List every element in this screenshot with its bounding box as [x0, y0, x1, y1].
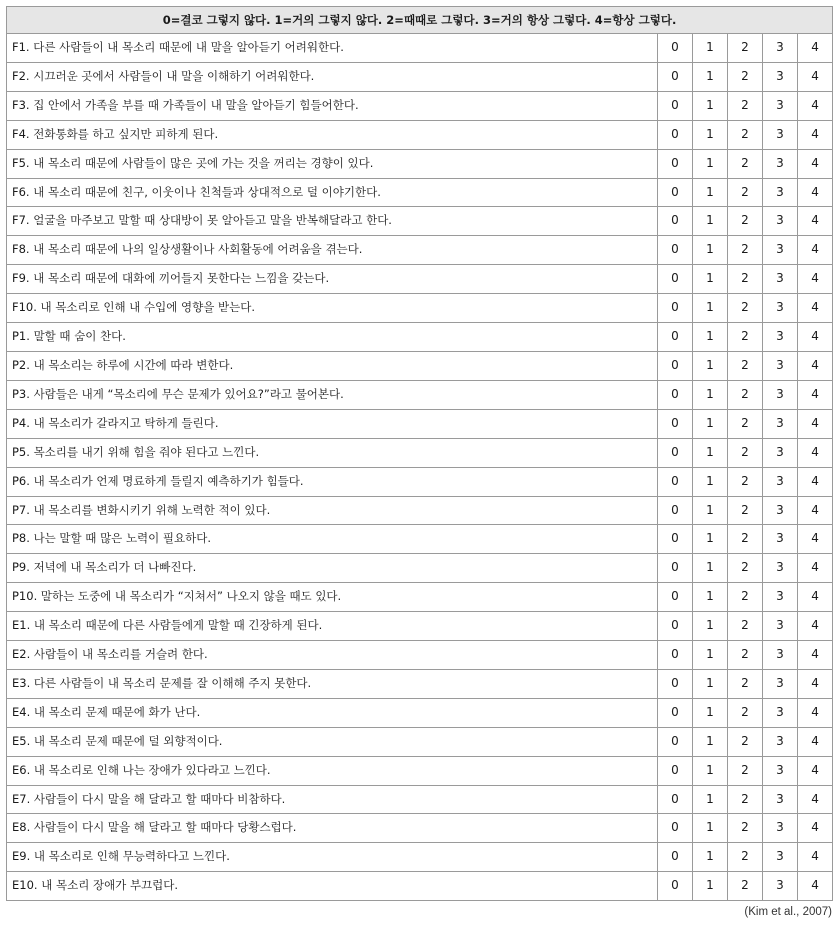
rating-cell[interactable]: 3 [763, 409, 798, 438]
rating-cell[interactable]: 4 [798, 351, 833, 380]
table-row [7, 178, 833, 207]
rating-cell[interactable]: 4 [798, 496, 833, 525]
rating-cell[interactable]: 0 [658, 34, 693, 63]
table-row [7, 62, 833, 91]
item-text: F7. 얼굴을 마주보고 말할 때 상대방이 못 알아듣고 말을 반복해달라고 한다. [7, 207, 658, 236]
rating-cell[interactable]: 2 [728, 178, 763, 207]
rating-cell[interactable]: 3 [763, 669, 798, 698]
rating-cell[interactable]: 1 [693, 438, 728, 467]
rating-cell[interactable]: 0 [658, 467, 693, 496]
rating-cell[interactable]: 4 [798, 814, 833, 843]
item-text: P5. 목소리를 내기 위해 힘을 줘야 된다고 느낀다. [7, 438, 658, 467]
rating-cell[interactable]: 0 [658, 583, 693, 612]
rating-cell[interactable]: 1 [693, 409, 728, 438]
rating-cell[interactable]: 4 [798, 698, 833, 727]
rating-cell[interactable]: 4 [798, 323, 833, 352]
rating-cell[interactable]: 2 [728, 554, 763, 583]
rating-cell[interactable]: 3 [763, 612, 798, 641]
rating-cell[interactable]: 1 [693, 380, 728, 409]
table-row [7, 554, 833, 583]
rating-cell[interactable]: 4 [798, 178, 833, 207]
table-row [7, 872, 833, 901]
rating-cell[interactable]: 4 [798, 380, 833, 409]
rating-cell[interactable]: 1 [693, 814, 728, 843]
rating-cell[interactable]: 3 [763, 120, 798, 149]
item-text: F1. 다른 사람들이 내 목소리 때문에 내 말을 알아듣기 어려워한다. [7, 34, 658, 63]
item-text: F8. 내 목소리 때문에 나의 일상생활이나 사회활동에 어려움을 겪는다. [7, 236, 658, 265]
rating-cell[interactable]: 0 [658, 669, 693, 698]
rating-cell[interactable]: 1 [693, 785, 728, 814]
table-row [7, 641, 833, 670]
item-text: F2. 시끄러운 곳에서 사람들이 내 말을 이해하기 어려워한다. [7, 62, 658, 91]
rating-cell[interactable]: 4 [798, 727, 833, 756]
rating-cell[interactable]: 3 [763, 438, 798, 467]
rating-cell[interactable]: 4 [798, 149, 833, 178]
rating-cell[interactable]: 2 [728, 641, 763, 670]
table-row [7, 583, 833, 612]
rating-cell[interactable]: 2 [728, 727, 763, 756]
rating-cell[interactable]: 4 [798, 34, 833, 63]
rating-cell[interactable]: 3 [763, 207, 798, 236]
table-row [7, 467, 833, 496]
item-text: P9. 저녁에 내 목소리가 더 나빠진다. [7, 554, 658, 583]
rating-cell[interactable]: 4 [798, 467, 833, 496]
rating-cell[interactable]: 2 [728, 62, 763, 91]
rating-cell[interactable]: 0 [658, 641, 693, 670]
rating-cell[interactable]: 3 [763, 294, 798, 323]
item-text: E6. 내 목소리로 인해 나는 장애가 있다라고 느낀다. [7, 756, 658, 785]
table-row [7, 843, 833, 872]
item-text: E9. 내 목소리로 인해 무능력하다고 느낀다. [7, 843, 658, 872]
legend-row [7, 7, 833, 34]
item-text: P2. 내 목소리는 하루에 시간에 따라 변한다. [7, 351, 658, 380]
rating-cell[interactable]: 1 [693, 612, 728, 641]
item-text: E3. 다른 사람들이 내 목소리 문제를 잘 이해해 주지 못한다. [7, 669, 658, 698]
rating-cell[interactable]: 1 [693, 698, 728, 727]
rating-cell[interactable]: 2 [728, 496, 763, 525]
rating-cell[interactable]: 3 [763, 843, 798, 872]
questionnaire [6, 6, 832, 901]
table-row [7, 351, 833, 380]
rating-cell[interactable]: 3 [763, 91, 798, 120]
rating-cell[interactable]: 0 [658, 178, 693, 207]
rating-cell[interactable]: 0 [658, 872, 693, 901]
rating-cell[interactable]: 4 [798, 207, 833, 236]
table-row [7, 409, 833, 438]
rating-cell[interactable]: 2 [728, 380, 763, 409]
rating-cell[interactable]: 2 [728, 207, 763, 236]
vhi-table [6, 6, 833, 901]
rating-cell[interactable]: 2 [728, 583, 763, 612]
rating-cell[interactable]: 4 [798, 265, 833, 294]
item-text: E7. 사람들이 다시 말을 해 달라고 할 때마다 비참하다. [7, 785, 658, 814]
table-row [7, 207, 833, 236]
table-row [7, 727, 833, 756]
rating-cell[interactable]: 0 [658, 323, 693, 352]
rating-cell[interactable]: 1 [693, 149, 728, 178]
rating-cell[interactable]: 3 [763, 467, 798, 496]
rating-cell[interactable]: 4 [798, 438, 833, 467]
rating-cell[interactable]: 2 [728, 756, 763, 785]
rating-cell[interactable]: 1 [693, 236, 728, 265]
rating-cell[interactable]: 0 [658, 438, 693, 467]
rating-cell[interactable]: 3 [763, 814, 798, 843]
item-text: E8. 사람들이 다시 말을 해 달라고 할 때마다 당황스럽다. [7, 814, 658, 843]
rating-cell[interactable]: 2 [728, 323, 763, 352]
table-row [7, 669, 833, 698]
rating-cell[interactable]: 2 [728, 265, 763, 294]
rating-cell[interactable]: 1 [693, 120, 728, 149]
item-text: E1. 내 목소리 때문에 다른 사람들에게 말할 때 긴장하게 된다. [7, 612, 658, 641]
rating-cell[interactable]: 1 [693, 554, 728, 583]
rating-cell[interactable]: 3 [763, 727, 798, 756]
rating-cell[interactable]: 1 [693, 641, 728, 670]
rating-cell[interactable]: 0 [658, 843, 693, 872]
rating-cell[interactable]: 1 [693, 727, 728, 756]
rating-cell[interactable]: 0 [658, 525, 693, 554]
item-text: P7. 내 목소리를 변화시키기 위해 노력한 적이 있다. [7, 496, 658, 525]
table-row [7, 698, 833, 727]
rating-cell[interactable]: 1 [693, 583, 728, 612]
rating-cell[interactable]: 0 [658, 265, 693, 294]
rating-cell[interactable]: 4 [798, 525, 833, 554]
item-text: F4. 전화통화를 하고 싶지만 피하게 된다. [7, 120, 658, 149]
rating-cell[interactable]: 0 [658, 554, 693, 583]
rating-cell[interactable]: 4 [798, 669, 833, 698]
item-text: F3. 집 안에서 가족을 부를 때 가족들이 내 말을 알아듣기 힘들어한다. [7, 91, 658, 120]
item-text: E4. 내 목소리 문제 때문에 화가 난다. [7, 698, 658, 727]
rating-cell[interactable]: 1 [693, 265, 728, 294]
rating-cell[interactable]: 2 [728, 814, 763, 843]
rating-cell[interactable]: 2 [728, 120, 763, 149]
item-text: E2. 사람들이 내 목소리를 거슬려 한다. [7, 641, 658, 670]
rating-cell[interactable]: 4 [798, 872, 833, 901]
rating-cell[interactable]: 0 [658, 698, 693, 727]
rating-cell[interactable]: 1 [693, 525, 728, 554]
rating-cell[interactable]: 2 [728, 34, 763, 63]
item-text: F6. 내 목소리 때문에 친구, 이웃이나 친척들과 상대적으로 덜 이야기한다. [7, 178, 658, 207]
rating-cell[interactable]: 3 [763, 62, 798, 91]
rating-cell[interactable]: 3 [763, 265, 798, 294]
rating-cell[interactable]: 0 [658, 91, 693, 120]
table-row [7, 323, 833, 352]
rating-cell[interactable]: 3 [763, 351, 798, 380]
rating-cell[interactable]: 2 [728, 843, 763, 872]
rating-cell[interactable]: 3 [763, 323, 798, 352]
table-row [7, 785, 833, 814]
rating-cell[interactable]: 0 [658, 612, 693, 641]
item-text: F10. 내 목소리로 인해 내 수입에 영향을 받는다. [7, 294, 658, 323]
rating-cell[interactable]: 2 [728, 467, 763, 496]
rating-cell[interactable]: 2 [728, 294, 763, 323]
rating-cell[interactable]: 0 [658, 380, 693, 409]
rating-cell[interactable]: 1 [693, 323, 728, 352]
rating-cell[interactable]: 1 [693, 467, 728, 496]
table-row [7, 756, 833, 785]
rating-cell[interactable]: 1 [693, 872, 728, 901]
table-row [7, 120, 833, 149]
rating-cell[interactable]: 0 [658, 756, 693, 785]
rating-cell[interactable]: 1 [693, 496, 728, 525]
item-text: E10. 내 목소리 장애가 부끄럽다. [7, 872, 658, 901]
rating-cell[interactable]: 0 [658, 785, 693, 814]
rating-cell[interactable]: 3 [763, 583, 798, 612]
rating-cell[interactable]: 1 [693, 62, 728, 91]
table-row [7, 814, 833, 843]
rating-cell[interactable]: 4 [798, 294, 833, 323]
rating-cell[interactable]: 1 [693, 843, 728, 872]
rating-cell[interactable]: 1 [693, 207, 728, 236]
item-text: P8. 나는 말할 때 많은 노력이 필요하다. [7, 525, 658, 554]
rating-cell[interactable]: 3 [763, 236, 798, 265]
rating-cell[interactable]: 2 [728, 698, 763, 727]
rating-cell[interactable]: 2 [728, 91, 763, 120]
rating-cell[interactable]: 0 [658, 727, 693, 756]
rating-cell[interactable]: 2 [728, 409, 763, 438]
rating-cell[interactable]: 3 [763, 496, 798, 525]
rating-cell[interactable]: 3 [763, 178, 798, 207]
scale-legend: 0=결코 그렇지 않다. 1=거의 그렇지 않다. 2=때때로 그렇다. 3=거의 항상 그렇다. 4=항상 그렇다. [7, 7, 833, 34]
citation: (Kim et al., 2007) [744, 906, 832, 918]
rating-cell[interactable]: 0 [658, 207, 693, 236]
rating-cell[interactable]: 2 [728, 438, 763, 467]
table-row [7, 91, 833, 120]
item-text: P3. 사람들은 내게 “목소리에 무슨 문제가 있어요?”라고 물어본다. [7, 380, 658, 409]
rating-cell[interactable]: 1 [693, 669, 728, 698]
rating-cell[interactable]: 0 [658, 149, 693, 178]
rating-cell[interactable]: 3 [763, 554, 798, 583]
item-text: P1. 말할 때 숨이 찬다. [7, 323, 658, 352]
rating-cell[interactable]: 4 [798, 120, 833, 149]
table-row [7, 236, 833, 265]
rating-cell[interactable]: 4 [798, 756, 833, 785]
rating-cell[interactable]: 1 [693, 178, 728, 207]
rating-cell[interactable]: 0 [658, 294, 693, 323]
rating-cell[interactable]: 1 [693, 756, 728, 785]
rating-cell[interactable]: 1 [693, 294, 728, 323]
rating-cell[interactable]: 0 [658, 236, 693, 265]
rating-cell[interactable]: 1 [693, 34, 728, 63]
table-row [7, 294, 833, 323]
rating-cell[interactable]: 3 [763, 872, 798, 901]
rating-cell[interactable]: 4 [798, 843, 833, 872]
table-row [7, 525, 833, 554]
rating-cell[interactable]: 4 [798, 62, 833, 91]
rating-cell[interactable]: 4 [798, 91, 833, 120]
item-rows [7, 34, 833, 901]
rating-cell[interactable]: 0 [658, 814, 693, 843]
item-text: P6. 내 목소리가 언제 명료하게 들릴지 예측하기가 힘들다. [7, 467, 658, 496]
rating-cell[interactable]: 1 [693, 91, 728, 120]
item-text: P4. 내 목소리가 갈라지고 탁하게 들린다. [7, 409, 658, 438]
rating-cell[interactable]: 4 [798, 612, 833, 641]
item-text: P10. 말하는 도중에 내 목소리가 “지쳐서” 나오지 않을 때도 있다. [7, 583, 658, 612]
table-row [7, 612, 833, 641]
table-row [7, 149, 833, 178]
rating-cell[interactable]: 2 [728, 236, 763, 265]
table-row [7, 265, 833, 294]
rating-cell[interactable]: 4 [798, 641, 833, 670]
rating-cell[interactable]: 3 [763, 785, 798, 814]
item-text: F5. 내 목소리 때문에 사람들이 많은 곳에 가는 것을 꺼리는 경향이 있다. [7, 149, 658, 178]
rating-cell[interactable]: 3 [763, 756, 798, 785]
item-text: E5. 내 목소리 문제 때문에 덜 외향적이다. [7, 727, 658, 756]
rating-cell[interactable]: 2 [728, 785, 763, 814]
table-row [7, 496, 833, 525]
rating-cell[interactable]: 2 [728, 872, 763, 901]
rating-cell[interactable]: 3 [763, 149, 798, 178]
rating-cell[interactable]: 2 [728, 669, 763, 698]
table-row [7, 34, 833, 63]
rating-cell[interactable]: 2 [728, 525, 763, 554]
rating-cell[interactable]: 3 [763, 34, 798, 63]
rating-cell[interactable]: 2 [728, 149, 763, 178]
rating-cell[interactable]: 3 [763, 380, 798, 409]
table-row [7, 438, 833, 467]
rating-cell[interactable]: 3 [763, 698, 798, 727]
rating-cell[interactable]: 3 [763, 525, 798, 554]
rating-cell[interactable]: 4 [798, 236, 833, 265]
rating-cell[interactable]: 0 [658, 351, 693, 380]
rating-cell[interactable]: 0 [658, 62, 693, 91]
rating-cell[interactable]: 0 [658, 496, 693, 525]
rating-cell[interactable]: 0 [658, 409, 693, 438]
table-row [7, 380, 833, 409]
rating-cell[interactable]: 0 [658, 120, 693, 149]
rating-cell[interactable]: 2 [728, 351, 763, 380]
rating-cell[interactable]: 3 [763, 641, 798, 670]
rating-cell[interactable]: 2 [728, 612, 763, 641]
rating-cell[interactable]: 4 [798, 583, 833, 612]
item-text: F9. 내 목소리 때문에 대화에 끼어들지 못한다는 느낌을 갖는다. [7, 265, 658, 294]
rating-cell[interactable]: 1 [693, 351, 728, 380]
rating-cell[interactable]: 4 [798, 409, 833, 438]
rating-cell[interactable]: 4 [798, 785, 833, 814]
rating-cell[interactable]: 4 [798, 554, 833, 583]
